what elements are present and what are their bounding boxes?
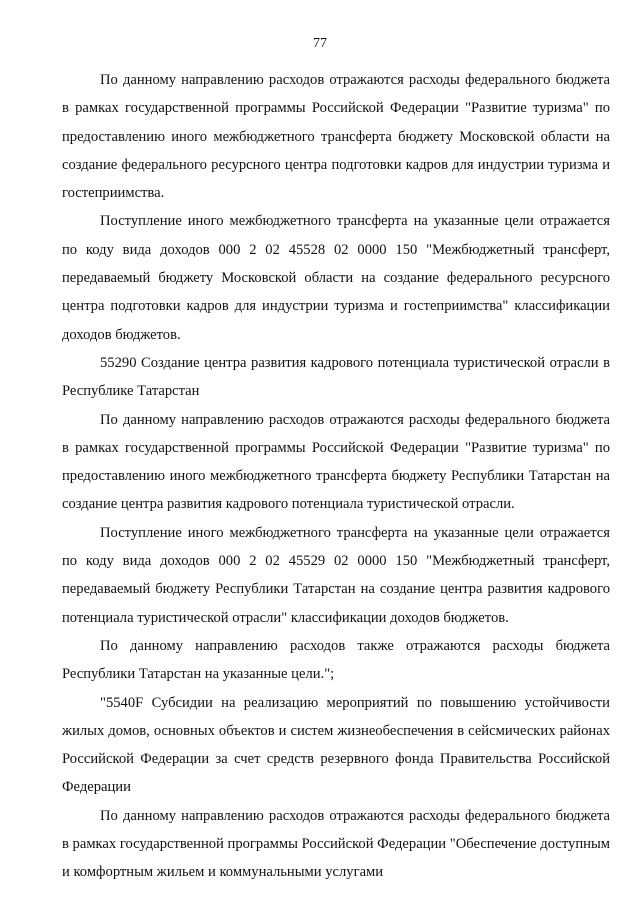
paragraph: По данному направлению расходов отражаются расходы федерального бюджета в рамках государственной программы Российской Федерации "Развитие туризма" по предоставлению иного межбюджетного трансферта бюджету Московской области на создание федерального ресурсного центра подготовки кадров для индустрии туризма и гостеприимства. bbox=[62, 72, 610, 202]
paragraph: Поступление иного межбюджетного трансферта на указанные цели отражается по коду вида доходов 000 2 02 45528 02 0000 150 "Межбюджетный трансферт, передаваемый бюджету Московской области на создание федерального ресурсного центра подготовки кадров для индустрии туризма и гостеприимства" классификации доходов бюджетов. bbox=[62, 213, 610, 343]
paragraph: Поступление иного межбюджетного трансферта на указанные цели отражается по коду вида доходов 000 2 02 45529 02 0000 150 "Межбюджетный трансферт, передаваемый бюджету Республики Татарстан на создание центра развития кадрового потенциала туристической отрасли" классификации доходов бюджетов. bbox=[62, 524, 610, 626]
section-heading: 55290 Создание центра развития кадрового потенциала туристической отрасли в Республике Татарстан bbox=[62, 354, 610, 400]
document-body bbox=[62, 66, 610, 887]
paragraph: По данному направлению расходов отражаются расходы федерального бюджета в рамках государственной программы Российской Федерации "Развитие туризма" по предоставлению иного межбюджетного трансферта бюджету Республики Татарстан на создание центра развития кадрового потенциала туристической отрасли. bbox=[62, 411, 610, 513]
paragraph: По данному направлению расходов отражаются расходы федерального бюджета в рамках государственной программы Российской Федерации "Обеспечение доступным и комфортным жильем и коммунальными услугами bbox=[62, 807, 610, 881]
page-number: 77 bbox=[313, 36, 327, 51]
section-heading: "5540F Субсидии на реализацию мероприятий по повышению устойчивости жилых домов, основных объектов и систем жизнеобеспечения в сейсмических районах Российской Федерации за счет средств резервного фонда Правительства Российской Федерации bbox=[62, 694, 610, 796]
paragraph: По данному направлению расходов также отражаются расходы бюджета Республики Татарстан на указанные цели."; bbox=[62, 637, 610, 683]
